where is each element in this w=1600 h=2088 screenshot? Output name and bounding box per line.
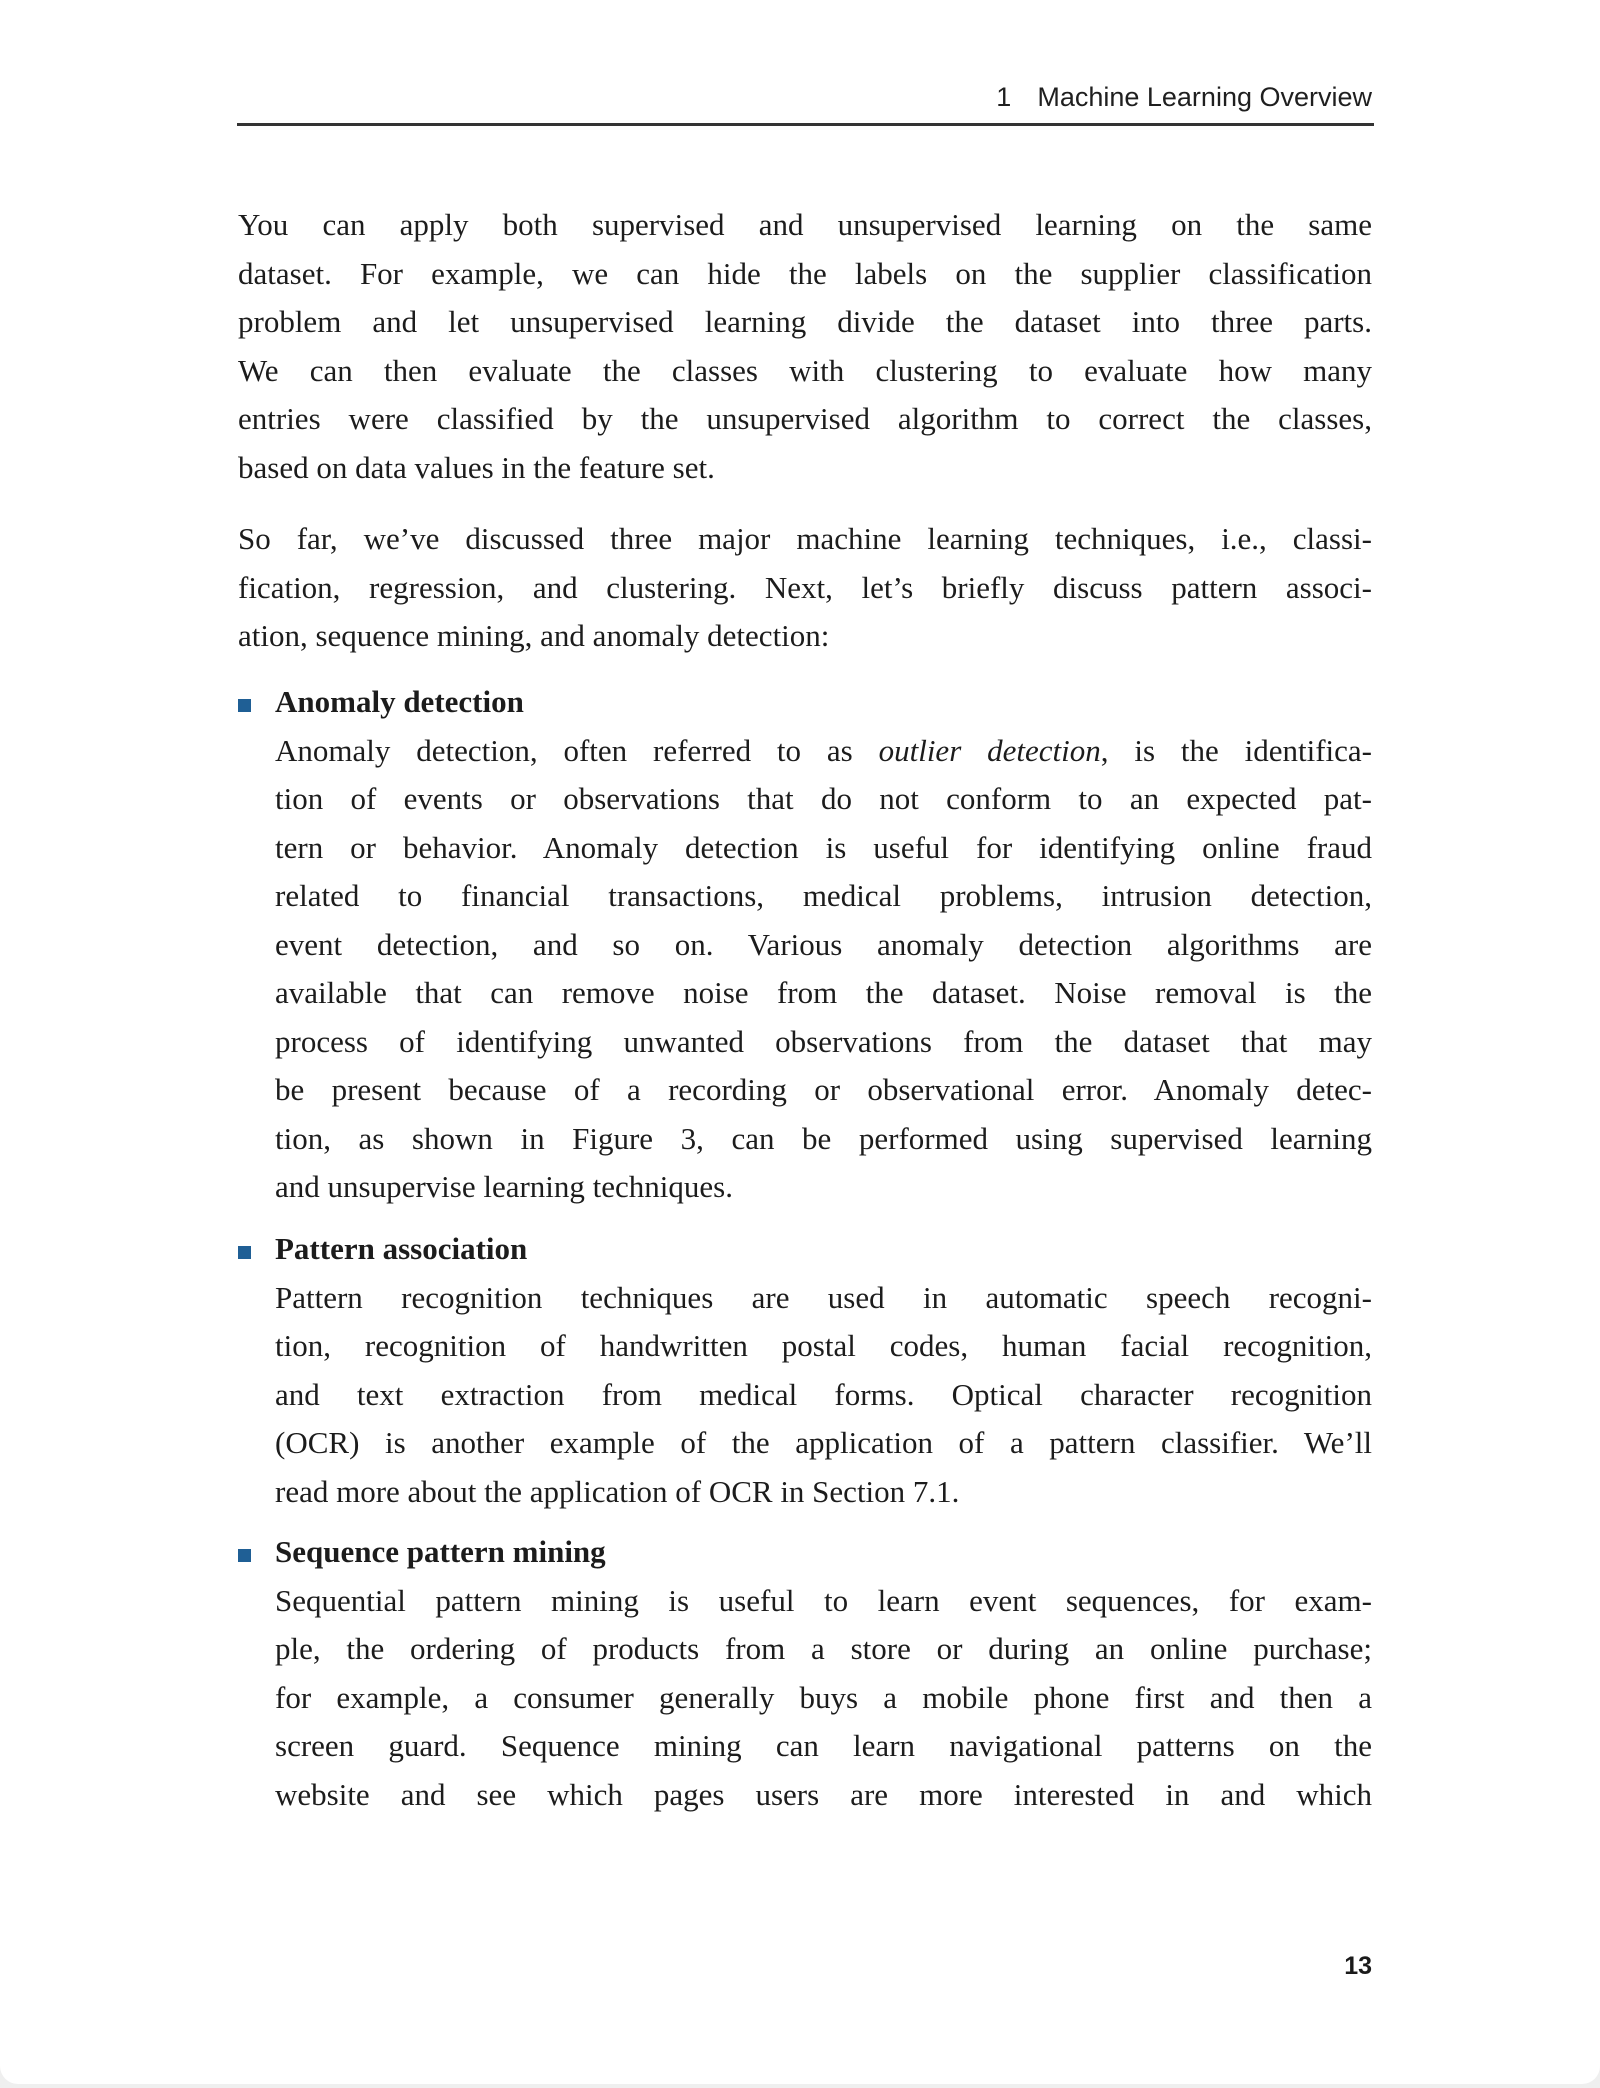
text-line: related to financial transactions, medical problems, intrusion detection, [275,878,1372,913]
text-line: Pattern recognition techniques are used in automatic speech recogni- [275,1279,1372,1315]
page-number: 13 [1344,1952,1372,1980]
bullet-item-pattern-association [275,1225,1372,1516]
paragraph-techniques-intro [238,515,1372,661]
bullet-item-sequence-pattern-mining [275,1528,1372,1819]
text-line: process of identifying unwanted observations from the dataset that may [275,1023,1372,1059]
text-line: event detection, and so on. Various anomaly detection algorithms are [275,926,1372,962]
text-line: fication, regression, and clustering. Next, let’s briefly discuss pattern associ- [238,569,1372,605]
text-line: (OCR) is another example of the application of a pattern classifier. We’ll [275,1425,1372,1460]
square-bullet-icon [238,1549,251,1562]
chapter-title: Machine Learning Overview [1037,82,1372,112]
chapter-number: 1 [996,82,1012,112]
text-line: available that can remove noise from the dataset. Noise removal is the [275,975,1372,1010]
text-line: and unsupervise learning techniques. [275,1169,733,1204]
text-line: You can apply both supervised and unsupervised learning on the same [238,207,1372,242]
text-line: ation, sequence mining, and anomaly detection: [238,618,830,653]
text-segment: Anomaly detection, often referred to as [275,732,879,768]
text-line: entries were classified by the unsupervised algorithm to correct the classes, [238,401,1372,436]
text-line: for example, a consumer generally buys a mobile phone first and then a [275,1679,1372,1715]
square-bullet-icon [238,1246,251,1259]
text-line: based on data values in the feature set. [238,449,715,485]
bullet-heading: Anomaly detection [275,684,524,719]
text-line: tern or behavior. Anomaly detection is useful for identifying online fraud [275,829,1372,865]
text-line: tion, recognition of handwritten postal codes, human facial recognition, [275,1328,1372,1363]
text-line: be present because of a recording or observational error. Anomaly detec- [275,1072,1372,1107]
bullet-heading: Pattern association [275,1231,528,1266]
text-line: website and see which pages users are more interested in and which [275,1776,1372,1812]
text-line: tion, as shown in Figure 3, can be performed using supervised learning [275,1120,1372,1156]
text-line: read more about the application of OCR in Section 7.1. [275,1473,960,1509]
text-line: and text extraction from medical forms. Optical character recognition [275,1376,1372,1412]
text-line: We can then evaluate the classes with clustering to evaluate how many [238,352,1372,388]
text-line: screen guard. Sequence mining can learn navigational patterns on the [275,1728,1372,1763]
text-line [275,727,1372,776]
bullet-item-anomaly-detection [275,678,1372,1212]
text-segment: , is the identifica- [1100,732,1372,768]
running-head [996,84,1372,111]
text-line: Sequential pattern mining is useful to learn event sequences, for exam- [275,1582,1372,1618]
text-line: ple, the ordering of products from a store or during an online purchase; [275,1631,1372,1666]
italic-term: outlier detection [878,732,1101,768]
header-rule [237,123,1374,126]
bullet-heading: Sequence pattern mining [275,1534,606,1569]
text-line: tion of events or observations that do not conform to an expected pat- [275,781,1372,816]
paragraph-supervised-unsupervised [238,201,1372,492]
text-line: dataset. For example, we can hide the labels on the supplier classification [238,255,1372,291]
square-bullet-icon [238,699,251,712]
text-line: So far, we’ve discussed three major machine learning techniques, i.e., classi- [238,521,1372,556]
text-line: problem and let unsupervised learning divide the dataset into three parts. [238,304,1372,339]
